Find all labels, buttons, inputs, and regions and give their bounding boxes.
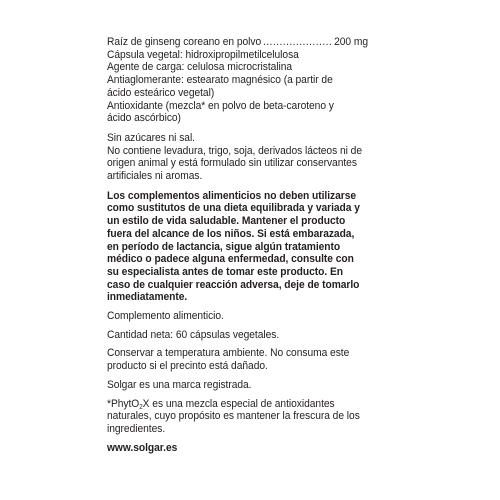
antioxidant-line-1: Antioxidante (mezcla* en polvo de beta-caroteno y: [107, 99, 334, 112]
website-link[interactable]: www.solgar.es: [107, 441, 178, 454]
ingredient-ginseng-row: [107, 36, 368, 49]
sugar-free-note: Sin azúcares ni sal.: [107, 131, 196, 144]
ingredient-antioxidant: [107, 100, 368, 125]
allergen-free-note: No contiene levadura, trigo, soja, derivados lácteos ni de origen animal y está formulado sin utilizar conservantes artificiales ni aromas.: [107, 144, 362, 183]
ingredient-anticaking: [107, 74, 368, 99]
anticaking-line-1: Antiaglomerante: estearato magnésico (a partir de: [107, 74, 333, 87]
dot-leader: [263, 36, 332, 49]
footnote-brand-suffix: X: [142, 397, 150, 410]
anticaking-line-2: ácido esteárico vegetal): [107, 86, 215, 99]
storage-instructions: Conservar a temperatura ambiente. No consuma este producto si el precinto está dañado.: [107, 347, 350, 373]
footnote-text: es una mezcla especial de antioxidantes naturales, cuyo propósito es mantener la frescura de los ingredientes.: [107, 397, 360, 435]
trademark-note: Solgar es una marca registrada.: [107, 378, 252, 391]
ginseng-amount: 200 mg: [334, 36, 368, 48]
footnote-brand-prefix: *PhytO: [107, 397, 140, 410]
product-category: Complemento alimenticio.: [107, 310, 224, 323]
net-quantity: Cantidad neta: 60 cápsulas vegetales.: [107, 328, 280, 341]
footnote: [107, 398, 368, 436]
ginseng-label: Raíz de ginseng coreano en polvo: [107, 36, 262, 48]
supplement-label-text: [107, 36, 368, 454]
footnote-brand-subscript: 2: [139, 403, 143, 411]
warning-paragraph: Los complementos alimenticios no deben utilizarse como sustitutos de una dieta equilibrada y variada y un estilo de vida saludable. Mantener el producto fuera del alcance de los niños. Si está embarazada, en período de lactancia, sigue algún tratamiento médico o padece alguna enfermedad, consulte con su especialista antes de tomar este producto. En caso de cualquier reacción adversa, deje de tomarlo inmediatamente.: [107, 189, 360, 304]
ingredient-capsule: Cápsula vegetal: hidroxipropilmetilcelulosa: [107, 48, 299, 61]
antioxidant-line-2: ácido ascórbico): [107, 112, 181, 125]
ingredient-filler: Agente de carga: celulosa microcristalina: [107, 61, 293, 74]
